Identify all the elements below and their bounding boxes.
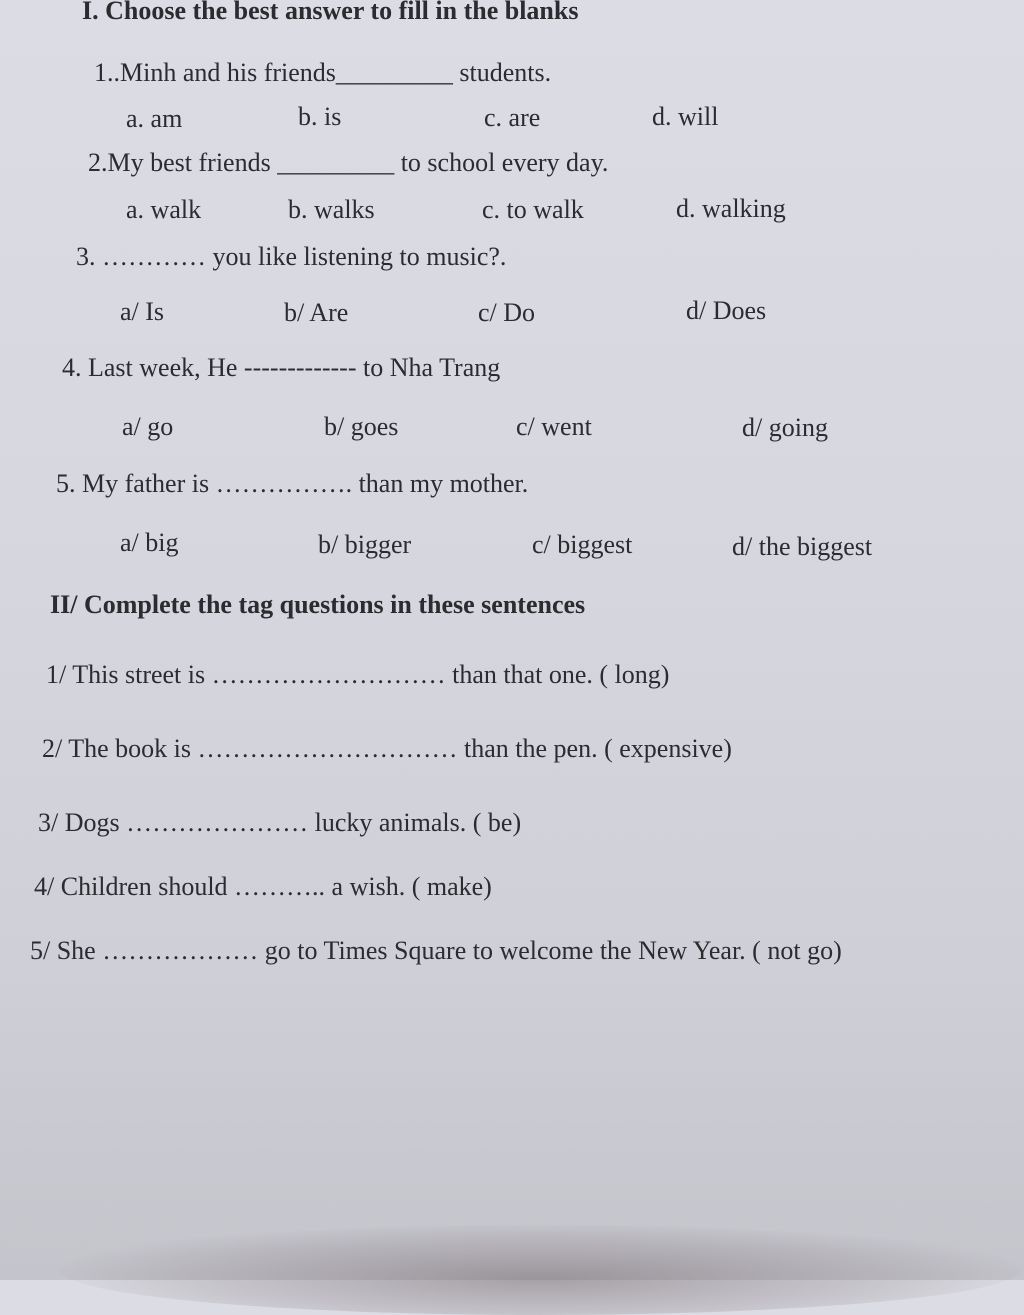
section-2-heading: II/ Complete the tag questions in these sentences xyxy=(50,590,586,619)
question-5-option-c: c/ biggest xyxy=(532,530,633,559)
photo-shadow xyxy=(60,1225,1020,1315)
question-4-text: 4. Last week, He ------------- to Nha Trang xyxy=(62,353,501,382)
question-4-option-b: b/ goes xyxy=(324,412,399,441)
question-2-option-c: c. to walk xyxy=(482,195,584,224)
question-1-option-a: a. am xyxy=(126,104,183,133)
question-5-option-d: d/ the biggest xyxy=(732,532,873,561)
question-3-text: 3. ………… you like listening to music?. xyxy=(76,242,507,271)
question-5-option-b: b/ bigger xyxy=(318,530,412,559)
question-3-option-b: b/ Are xyxy=(284,298,349,327)
question-1-text: 1..Minh and his friends_________ students. xyxy=(94,58,552,87)
tag-question-2: 2/ The book is ………………………… than the pen. ( expensive) xyxy=(42,734,732,763)
question-2-option-a: a. walk xyxy=(126,195,202,224)
question-1-option-c: c. are xyxy=(484,103,541,132)
question-2-option-d: d. walking xyxy=(676,194,786,223)
question-4-option-d: d/ going xyxy=(742,413,828,442)
question-4-option-a: a/ go xyxy=(122,412,174,441)
question-2-option-b: b. walks xyxy=(288,195,375,224)
question-2-text: 2.My best friends _________ to school every day. xyxy=(88,148,609,177)
section-1-heading: I. Choose the best answer to fill in the blanks xyxy=(82,0,579,25)
tag-question-3: 3/ Dogs ………………… lucky animals. ( be) xyxy=(38,808,522,837)
question-3-option-a: a/ Is xyxy=(120,297,165,326)
tag-question-1: 1/ This street is ……………………… than that one. ( long) xyxy=(46,660,670,689)
question-1-option-b: b. is xyxy=(298,102,342,131)
question-3-option-c: c/ Do xyxy=(478,298,536,327)
tag-question-4: 4/ Children should ……….. a wish. ( make) xyxy=(34,872,492,901)
question-1-option-d: d. will xyxy=(652,102,719,131)
tag-question-5: 5/ She ……………… go to Times Square to welcome the New Year. ( not go) xyxy=(30,936,842,965)
question-3-option-d: d/ Does xyxy=(686,296,767,325)
question-5-option-a: a/ big xyxy=(120,528,179,557)
question-4-option-c: c/ went xyxy=(516,412,592,441)
question-5-text: 5. My father is ……………. than my mother. xyxy=(56,469,529,498)
